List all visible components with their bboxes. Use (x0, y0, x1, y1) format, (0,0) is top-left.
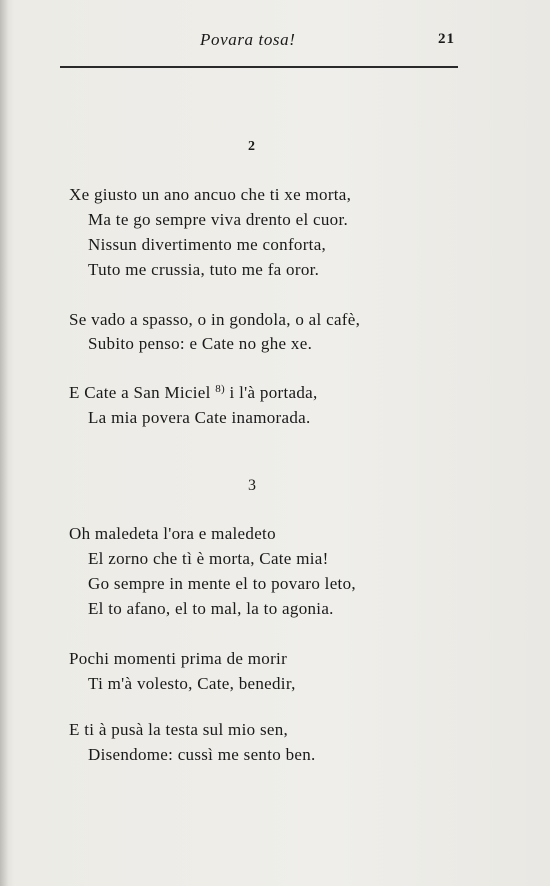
verse-line: Go sempre in mente el to povaro leto, (88, 574, 356, 593)
verse-line: Subito penso: e Cate no ghe xe. (88, 334, 313, 353)
verse-line: Ma te go sempre viva drento el cuor. (88, 210, 349, 229)
footnote-reference: 8) (215, 383, 225, 395)
verse-line: Pochi momenti prima de morir (69, 649, 288, 668)
verse-line (69, 384, 318, 401)
verse-line: Oh maledeta l'ora e maledeto (69, 524, 276, 543)
header-rule (60, 66, 458, 68)
page-header (60, 26, 480, 56)
verse-line: Disendome: cussì me sento ben. (88, 745, 316, 764)
running-title: Povara tosa! (200, 30, 296, 49)
verse-line: Xe giusto un ano ancuo che ti xe morta, (69, 185, 352, 204)
verse-line: Tuto me crussia, tuto me fa oror. (88, 260, 320, 279)
verse-text: E Cate a San Miciel (69, 383, 216, 402)
verse-line: El zorno che tì è morta, Cate mia! (88, 549, 329, 568)
verse-line: E ti à pusà la testa sul mio sen, (69, 720, 289, 739)
verse-text: i l'à portada, (224, 383, 318, 402)
verse-line: Nissun divertimento me conforta, (88, 235, 327, 254)
verse-line: La mia povera Cate inamorada. (88, 408, 311, 427)
verse-line: Ti m'à volesto, Cate, benedir, (88, 674, 296, 693)
section-number: 3 (248, 477, 256, 494)
section-number: 2 (248, 139, 255, 154)
page-number: 21 (438, 31, 455, 47)
verse-line: El to afano, el to mal, la to agonia. (88, 599, 334, 618)
verse-line: Se vado a spasso, o in gondola, o al cafè, (69, 310, 361, 329)
page-edge-shadow (0, 0, 8, 886)
